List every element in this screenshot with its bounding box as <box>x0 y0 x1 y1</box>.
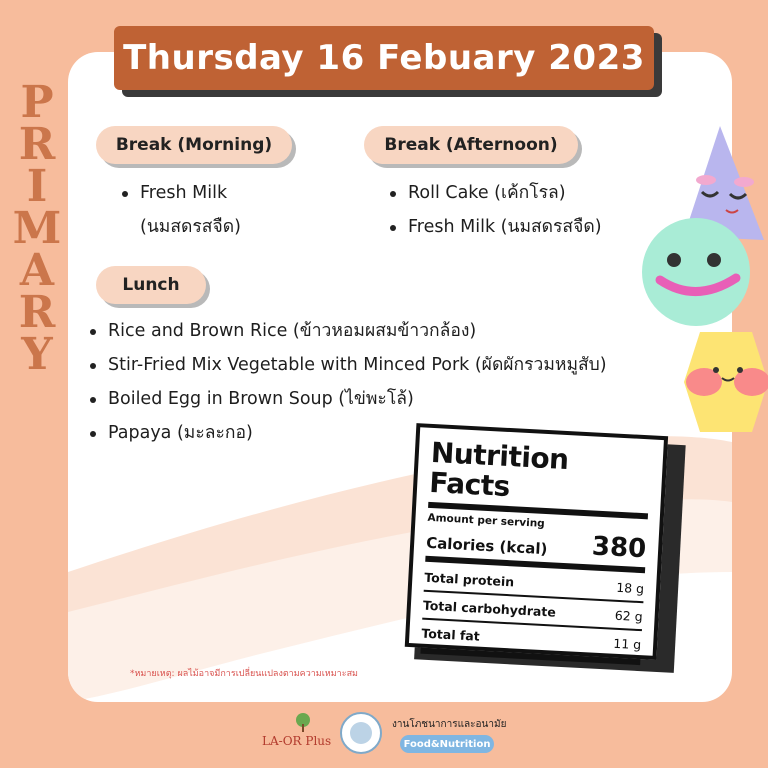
org-name: งานโภชนาการและอนามัย <box>392 719 507 730</box>
break-morning-list <box>118 176 241 244</box>
nutrient-label: Total fat <box>421 625 481 644</box>
list-item: Rice and Brown Rice (ข้าวหอมผสมข้าวกล้อง) <box>86 314 607 348</box>
break-morning-label: Break (Morning) <box>115 135 273 155</box>
side-letter: P <box>20 77 54 128</box>
footnote: *หมายเหตุ: ผลไม้อาจมีการเปลี่ยนแปลงตามความเหมาะสม <box>130 669 358 679</box>
badge-label: Food&Nutrition <box>403 738 491 750</box>
list-item: Fresh Milk <box>118 176 241 210</box>
nutrient-value: 18 g <box>615 579 645 596</box>
la-or-plus-logo <box>262 712 342 752</box>
date-title: Thursday 16 Febuary 2023 <box>123 38 645 78</box>
nutrient-value: 11 g <box>613 635 642 652</box>
calories-label: Calories (kcal) <box>425 533 548 559</box>
hexagon-face-icon <box>684 332 768 432</box>
smile-ball-icon <box>642 218 750 326</box>
list-item-continuation: (นมสดรสจืด) <box>140 217 241 237</box>
list-item: Fresh Milk (นมสดรสจืด) <box>386 210 602 244</box>
seal-icon <box>340 712 382 754</box>
break-morning-pill <box>96 126 292 164</box>
nutrition-facts-panel <box>405 423 668 660</box>
nutrition-facts-card <box>404 423 686 677</box>
lunch-label: Lunch <box>122 275 180 295</box>
list-item: Papaya (มะละกอ) <box>86 416 607 450</box>
break-afternoon-label: Break (Afternoon) <box>384 135 558 155</box>
side-letter: R <box>18 287 56 338</box>
nutrition-facts-title: Nutrition Facts <box>428 435 570 504</box>
break-afternoon-pill <box>364 126 578 164</box>
logo-text: LA-OR Plus <box>262 734 332 748</box>
side-letter: M <box>12 203 62 254</box>
seal-inner <box>350 722 372 744</box>
lunch-pill <box>96 266 206 304</box>
side-letter: A <box>19 245 55 296</box>
nutrient-value: 62 g <box>614 607 644 624</box>
decorative-characters <box>640 120 768 440</box>
list-item: Stir-Fried Mix Vegetable with Minced Pork (ผัดผักรวมหมูสับ) <box>86 348 607 382</box>
side-letter: Y <box>21 329 53 380</box>
amount-per-serving: Amount per serving <box>427 511 546 530</box>
calories-value: 380 <box>591 531 647 565</box>
nutrient-label: Total carbohydrate <box>422 597 557 620</box>
break-afternoon-list <box>386 176 602 244</box>
food-nutrition-badge <box>400 735 494 753</box>
side-label-primary <box>12 77 62 380</box>
side-letter: R <box>18 119 56 170</box>
side-letter: I <box>26 161 48 212</box>
list-item: Roll Cake (เค้กโรล) <box>386 176 602 210</box>
date-title-banner <box>114 26 654 90</box>
nutrient-label: Total protein <box>424 569 515 589</box>
tree-icon <box>292 712 314 732</box>
list-item: Boiled Egg in Brown Soup (ไข่พะโล้) <box>86 382 607 416</box>
